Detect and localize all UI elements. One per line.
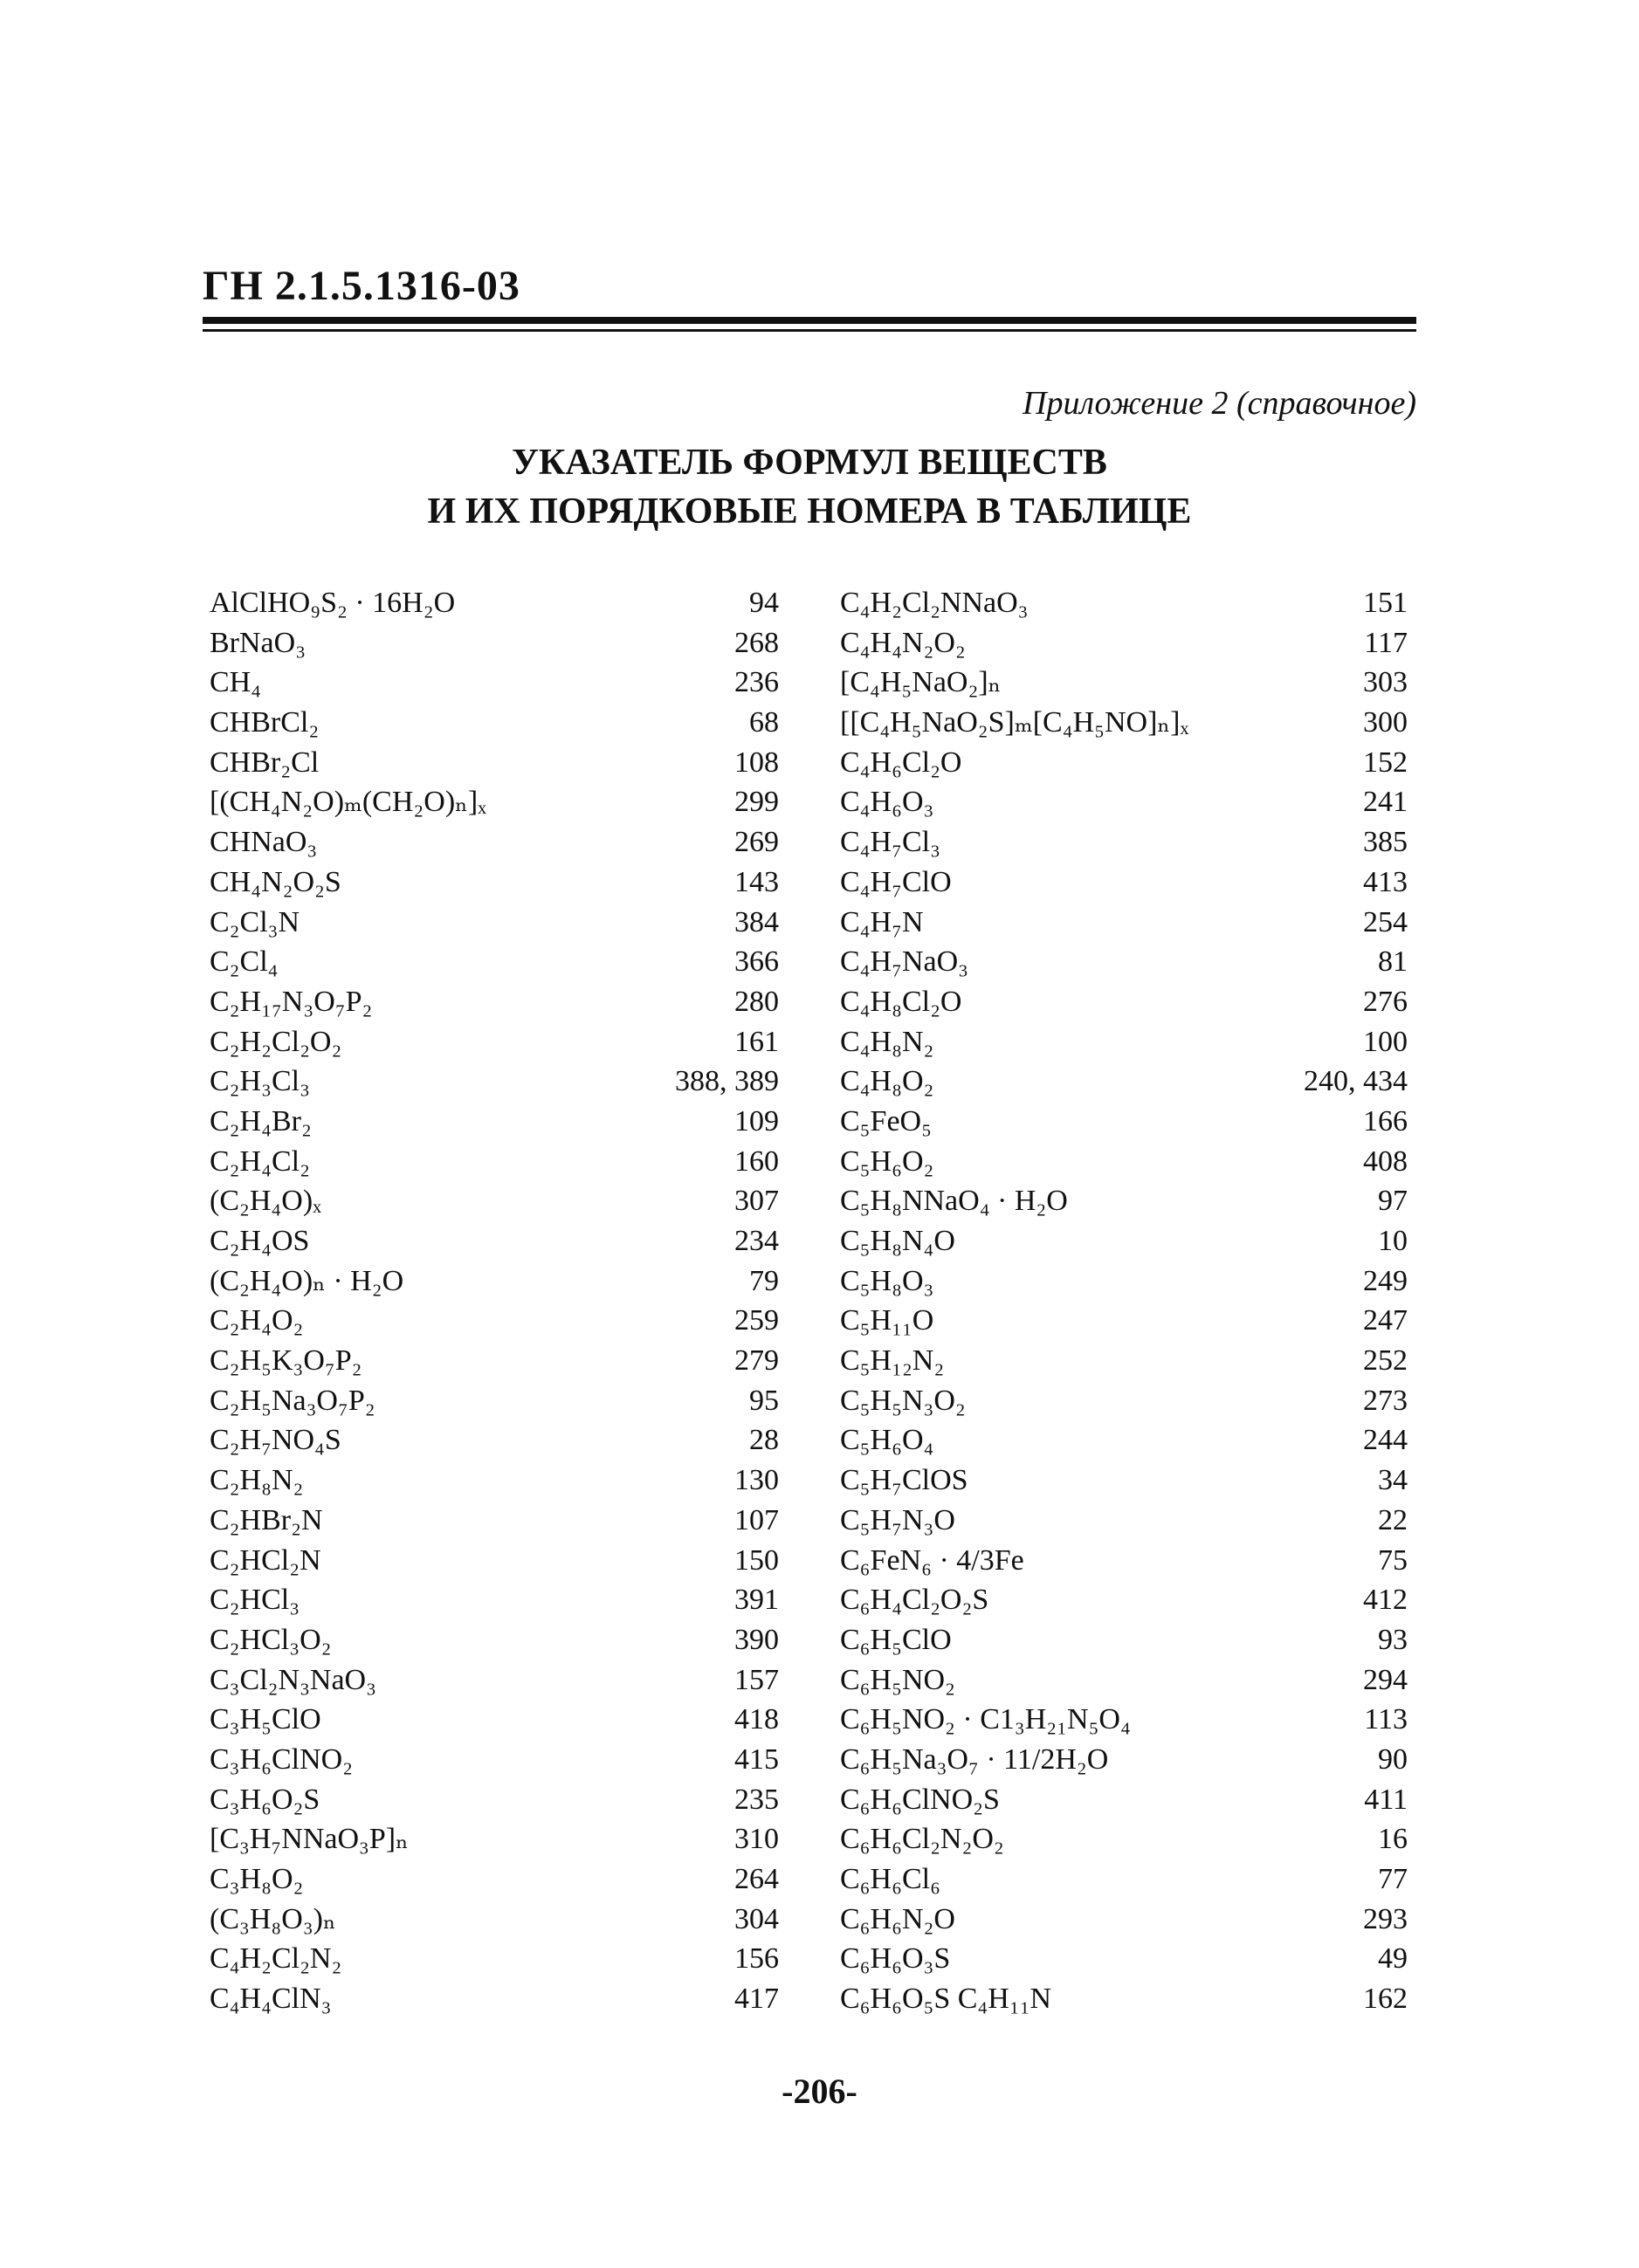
formula-text: [(CH₄N₂O)ₘ(CH₂O)ₙ]ₓ bbox=[210, 786, 487, 819]
index-entry bbox=[210, 1301, 779, 1341]
formula-text: C₂H₇NO₄S bbox=[210, 1424, 341, 1457]
formula-text: C₅H₈N₄O bbox=[840, 1225, 955, 1257]
index-entry bbox=[840, 1660, 1408, 1701]
index-entry bbox=[210, 663, 779, 703]
row-number: 273 bbox=[1363, 1384, 1408, 1417]
formula-text: AlClHO₉S₂ · 16H₂O bbox=[210, 587, 456, 619]
index-entry bbox=[210, 1460, 779, 1501]
index-entry bbox=[840, 1900, 1408, 1940]
row-number: 304 bbox=[734, 1902, 779, 1935]
formula-text: C₆H₆O₃S bbox=[840, 1942, 951, 1976]
formula-text: C₂H₂Cl₂O₂ bbox=[210, 1025, 342, 1058]
index-entry bbox=[840, 1221, 1408, 1261]
row-number: 81 bbox=[1378, 945, 1408, 979]
index-entry bbox=[840, 782, 1408, 822]
index-entry bbox=[840, 1541, 1408, 1581]
formula-text: (C₃H₈O₃)ₙ bbox=[210, 1902, 336, 1935]
formula-text: C₅FeO₅ bbox=[840, 1104, 932, 1137]
row-number: 411 bbox=[1364, 1783, 1408, 1816]
index-entry bbox=[840, 863, 1408, 903]
formula-text: BrNaO₃ bbox=[210, 626, 306, 659]
formula-text: C₆FeN₆ · 4/3Fe bbox=[840, 1543, 1024, 1577]
formula-text: C₅H₅N₃O₂ bbox=[840, 1384, 966, 1417]
row-number: 418 bbox=[734, 1703, 779, 1736]
index-entry bbox=[210, 1501, 779, 1541]
index-entry bbox=[210, 863, 779, 903]
index-entry bbox=[210, 1580, 779, 1620]
row-number: 247 bbox=[1363, 1304, 1408, 1337]
document-code: ГН 2.1.5.1316-03 bbox=[203, 263, 520, 309]
row-number: 259 bbox=[734, 1304, 779, 1337]
formula-text: C₅H₆O₂ bbox=[840, 1144, 934, 1178]
row-number: 408 bbox=[1363, 1144, 1408, 1178]
index-entry bbox=[840, 1142, 1408, 1182]
appendix-label: Приложение 2 (справочное) bbox=[1023, 385, 1416, 422]
index-entry bbox=[210, 1142, 779, 1182]
index-entry bbox=[210, 703, 779, 743]
row-number: 240, 434 bbox=[1304, 1065, 1408, 1098]
formula-text: C₃H₈O₂ bbox=[210, 1863, 304, 1895]
formula-text: C₂HBr₂N bbox=[210, 1503, 323, 1536]
row-number: 22 bbox=[1378, 1503, 1408, 1536]
formula-text: C₄H₆Cl₂O bbox=[840, 746, 962, 779]
index-entry bbox=[210, 1062, 779, 1102]
formula-text: C₆H₄Cl₂O₂S bbox=[840, 1584, 989, 1617]
row-number: 280 bbox=[734, 985, 779, 1018]
index-entry bbox=[210, 1261, 779, 1302]
row-number: 75 bbox=[1378, 1543, 1408, 1577]
index-entry bbox=[840, 1062, 1408, 1102]
formula-text: C₆H₆ClNO₂S bbox=[840, 1783, 1000, 1816]
formula-text: C₃H₆ClNO₂ bbox=[210, 1742, 354, 1776]
row-number: 143 bbox=[734, 865, 779, 898]
formula-text: C₆H₆N₂O bbox=[840, 1902, 955, 1935]
page-title-line-2: И ИХ ПОРЯДКОВЫЕ НОМЕРА В ТАБЛИЦЕ bbox=[427, 491, 1192, 532]
row-number: 130 bbox=[734, 1464, 779, 1497]
row-number: 113 bbox=[1364, 1703, 1408, 1736]
index-entry bbox=[840, 822, 1408, 863]
index-entry bbox=[840, 1620, 1408, 1660]
row-number: 307 bbox=[734, 1185, 779, 1218]
row-number: 279 bbox=[734, 1344, 779, 1378]
row-number: 294 bbox=[1363, 1663, 1408, 1696]
formula-text: C₄H₇Cl₃ bbox=[840, 826, 940, 859]
formula-text: C₂H₈N₂ bbox=[210, 1464, 304, 1497]
index-entry bbox=[210, 1819, 779, 1859]
index-entry bbox=[210, 1660, 779, 1701]
row-number: 166 bbox=[1363, 1104, 1408, 1137]
row-number: 276 bbox=[1363, 985, 1408, 1018]
formula-text: [C₄H₅NaO₂]ₙ bbox=[840, 666, 1002, 699]
index-entry bbox=[840, 1181, 1408, 1221]
formula-text: C₅H₈O₃ bbox=[840, 1264, 934, 1297]
index-entry bbox=[840, 1939, 1408, 1979]
formula-text: CHBr₂Cl bbox=[210, 746, 320, 779]
row-number: 93 bbox=[1378, 1623, 1408, 1656]
formula-text: C₆H₅ClO bbox=[840, 1623, 952, 1656]
index-entry bbox=[210, 822, 779, 863]
index-entry bbox=[840, 623, 1408, 663]
index-entry bbox=[840, 703, 1408, 743]
row-number: 90 bbox=[1378, 1742, 1408, 1776]
row-number: 391 bbox=[734, 1584, 779, 1617]
formula-text: C₆H₆O₅S C₄H₁₁N bbox=[840, 1983, 1052, 2016]
row-number: 300 bbox=[1363, 706, 1408, 739]
index-entry bbox=[840, 1420, 1408, 1460]
formula-text: C₂H₄Cl₂ bbox=[210, 1144, 310, 1178]
index-entry bbox=[210, 743, 779, 783]
header-rule-thick bbox=[203, 317, 1416, 324]
formula-text: C₂H₅Na₃O₇P₂ bbox=[210, 1384, 375, 1417]
formula-text: C₄H₄ClN₃ bbox=[210, 1983, 332, 2016]
index-entry bbox=[210, 1900, 779, 1940]
row-number: 150 bbox=[734, 1543, 779, 1577]
row-number: 151 bbox=[1363, 587, 1408, 619]
formula-index-left-column bbox=[210, 583, 779, 2019]
row-number: 415 bbox=[734, 1742, 779, 1776]
index-entry bbox=[210, 1381, 779, 1421]
formula-text: C₄H₄N₂O₂ bbox=[840, 626, 966, 659]
formula-text: (C₂H₄O)ₙ · H₂O bbox=[210, 1264, 404, 1297]
row-number: 236 bbox=[734, 666, 779, 699]
index-entry bbox=[210, 1700, 779, 1740]
index-entry bbox=[210, 1022, 779, 1062]
formula-text: C₅H₁₂N₂ bbox=[840, 1344, 945, 1378]
formula-text: C₄H₈N₂ bbox=[840, 1025, 934, 1058]
row-number: 413 bbox=[1363, 865, 1408, 898]
formula-text: C₄H₂Cl₂NNaO₃ bbox=[840, 587, 1029, 619]
row-number: 390 bbox=[734, 1623, 779, 1656]
formula-text: C₂HCl₃ bbox=[210, 1584, 300, 1617]
index-entry bbox=[210, 583, 779, 623]
index-entry bbox=[840, 1460, 1408, 1501]
formula-text: C₆H₅NO₂ bbox=[840, 1663, 955, 1696]
index-entry bbox=[840, 1022, 1408, 1062]
index-entry bbox=[840, 1740, 1408, 1780]
formula-text: C₆H₅Na₃O₇ · 11/2H₂O bbox=[840, 1742, 1109, 1776]
row-number: 100 bbox=[1363, 1025, 1408, 1058]
index-entry bbox=[210, 1979, 779, 2019]
index-entry bbox=[840, 1102, 1408, 1142]
row-number: 108 bbox=[734, 746, 779, 779]
formula-text: C₅H₈NNaO₄ · H₂O bbox=[840, 1185, 1068, 1218]
row-number: 157 bbox=[734, 1663, 779, 1696]
row-number: 417 bbox=[734, 1983, 779, 2016]
formula-text: C₅H₇ClOS bbox=[840, 1464, 968, 1497]
formula-text: C₅H₁₁O bbox=[840, 1304, 934, 1337]
formula-text: C₆H₆Cl₂N₂O₂ bbox=[840, 1823, 1004, 1856]
formula-text: C₄H₇NaO₃ bbox=[840, 945, 968, 979]
index-entry bbox=[840, 743, 1408, 783]
row-number: 366 bbox=[734, 945, 779, 979]
formula-text: C₂Cl₄ bbox=[210, 945, 279, 979]
row-number: 310 bbox=[734, 1823, 779, 1856]
formula-text: C₆H₅NO₂ · C1₃H₂₁N₅O₄ bbox=[840, 1703, 1131, 1736]
index-entry bbox=[840, 1819, 1408, 1859]
index-entry bbox=[210, 1181, 779, 1221]
index-entry bbox=[840, 1341, 1408, 1381]
index-entry bbox=[210, 1780, 779, 1820]
index-entry bbox=[210, 942, 779, 982]
row-number: 388, 389 bbox=[675, 1065, 779, 1098]
formula-text: C₂H₄O₂ bbox=[210, 1304, 304, 1337]
formula-text: C₂HCl₃O₂ bbox=[210, 1623, 332, 1656]
formula-text: CHNaO₃ bbox=[210, 826, 318, 859]
index-entry bbox=[210, 1939, 779, 1979]
row-number: 49 bbox=[1378, 1942, 1408, 1976]
index-entry bbox=[840, 1979, 1408, 2019]
row-number: 241 bbox=[1363, 786, 1408, 819]
index-entry bbox=[210, 1102, 779, 1142]
formula-text: C₂H₄OS bbox=[210, 1225, 310, 1257]
formula-text: C₆H₆Cl₆ bbox=[840, 1863, 940, 1895]
row-number: 244 bbox=[1363, 1424, 1408, 1457]
index-entry bbox=[840, 583, 1408, 623]
formula-text: (C₂H₄O)ₓ bbox=[210, 1185, 321, 1218]
formula-text: [C₃H₇NNaO₃P]ₙ bbox=[210, 1823, 409, 1856]
row-number: 160 bbox=[734, 1144, 779, 1178]
row-number: 235 bbox=[734, 1783, 779, 1816]
row-number: 384 bbox=[734, 905, 779, 938]
formula-text: C₄H₈O₂ bbox=[840, 1065, 934, 1098]
index-entry bbox=[210, 782, 779, 822]
row-number: 412 bbox=[1363, 1584, 1408, 1617]
index-entry bbox=[210, 1420, 779, 1460]
index-entry bbox=[210, 1221, 779, 1261]
row-number: 77 bbox=[1378, 1863, 1408, 1895]
formula-text: C₄H₈Cl₂O bbox=[840, 985, 962, 1018]
formula-text: C₄H₇ClO bbox=[840, 865, 952, 898]
index-entry bbox=[840, 1301, 1408, 1341]
row-number: 95 bbox=[749, 1384, 779, 1417]
row-number: 234 bbox=[734, 1225, 779, 1257]
row-number: 252 bbox=[1363, 1344, 1408, 1378]
formula-text: C₂H₃Cl₃ bbox=[210, 1065, 310, 1098]
formula-text: C₄H₆O₃ bbox=[840, 786, 934, 819]
formula-text: C₃Cl₂N₃NaO₃ bbox=[210, 1663, 376, 1696]
row-number: 117 bbox=[1364, 626, 1408, 659]
row-number: 385 bbox=[1363, 826, 1408, 859]
index-entry bbox=[210, 903, 779, 943]
row-number: 94 bbox=[749, 587, 779, 619]
formula-text: C₃H₆O₂S bbox=[210, 1783, 320, 1816]
formula-text: C₂HCl₂N bbox=[210, 1543, 321, 1577]
index-entry bbox=[840, 663, 1408, 703]
formula-text: C₅H₇N₃O bbox=[840, 1503, 955, 1536]
row-number: 68 bbox=[749, 706, 779, 739]
row-number: 269 bbox=[734, 826, 779, 859]
row-number: 162 bbox=[1363, 1983, 1408, 2016]
formula-text: C₂H₅K₃O₇P₂ bbox=[210, 1344, 362, 1378]
row-number: 156 bbox=[734, 1942, 779, 1976]
index-entry bbox=[840, 903, 1408, 943]
row-number: 303 bbox=[1363, 666, 1408, 699]
formula-text: [[C₄H₅NaO₂S]ₘ[C₄H₅NO]ₙ]ₓ bbox=[840, 706, 1189, 739]
formula-text: CHBrCl₂ bbox=[210, 706, 320, 739]
formula-text: CH₄N₂O₂S bbox=[210, 865, 341, 898]
row-number: 107 bbox=[734, 1503, 779, 1536]
formula-text: C₂Cl₃N bbox=[210, 905, 300, 938]
formula-text: C₄H₇N bbox=[840, 905, 924, 938]
row-number: 34 bbox=[1378, 1464, 1408, 1497]
formula-index-right-column bbox=[840, 583, 1408, 2019]
index-entry bbox=[210, 1620, 779, 1660]
index-entry bbox=[840, 982, 1408, 1022]
index-entry bbox=[210, 1740, 779, 1780]
row-number: 28 bbox=[749, 1424, 779, 1457]
index-entry bbox=[840, 1261, 1408, 1302]
index-entry bbox=[210, 1341, 779, 1381]
index-entry bbox=[840, 1580, 1408, 1620]
index-entry bbox=[840, 1780, 1408, 1820]
formula-text: C₂H₄Br₂ bbox=[210, 1104, 312, 1137]
index-entry bbox=[210, 623, 779, 663]
index-entry bbox=[840, 1700, 1408, 1740]
row-number: 97 bbox=[1378, 1185, 1408, 1218]
row-number: 299 bbox=[734, 786, 779, 819]
page-title-line-1: УКАЗАТЕЛЬ ФОРМУЛ ВЕЩЕСТВ bbox=[512, 443, 1107, 483]
row-number: 109 bbox=[734, 1104, 779, 1137]
row-number: 79 bbox=[749, 1264, 779, 1297]
formula-text: CH₄ bbox=[210, 666, 262, 699]
index-entry bbox=[840, 942, 1408, 982]
formula-text: C₃H₅ClO bbox=[210, 1703, 321, 1736]
row-number: 254 bbox=[1363, 905, 1408, 938]
index-entry bbox=[840, 1501, 1408, 1541]
row-number: 161 bbox=[734, 1025, 779, 1058]
row-number: 10 bbox=[1378, 1225, 1408, 1257]
row-number: 152 bbox=[1363, 746, 1408, 779]
formula-text: C₅H₆O₄ bbox=[840, 1424, 934, 1457]
page-number: -206- bbox=[782, 2072, 857, 2111]
index-entry bbox=[840, 1381, 1408, 1421]
row-number: 264 bbox=[734, 1863, 779, 1895]
index-entry bbox=[840, 1859, 1408, 1900]
row-number: 249 bbox=[1363, 1264, 1408, 1297]
row-number: 16 bbox=[1378, 1823, 1408, 1856]
formula-text: C₄H₂Cl₂N₂ bbox=[210, 1942, 342, 1976]
row-number: 293 bbox=[1363, 1902, 1408, 1935]
header-rule-thin bbox=[203, 329, 1416, 332]
index-entry bbox=[210, 1859, 779, 1900]
index-entry bbox=[210, 982, 779, 1022]
row-number: 268 bbox=[734, 626, 779, 659]
formula-text: C₂H₁₇N₃O₇P₂ bbox=[210, 985, 373, 1018]
index-entry bbox=[210, 1541, 779, 1581]
